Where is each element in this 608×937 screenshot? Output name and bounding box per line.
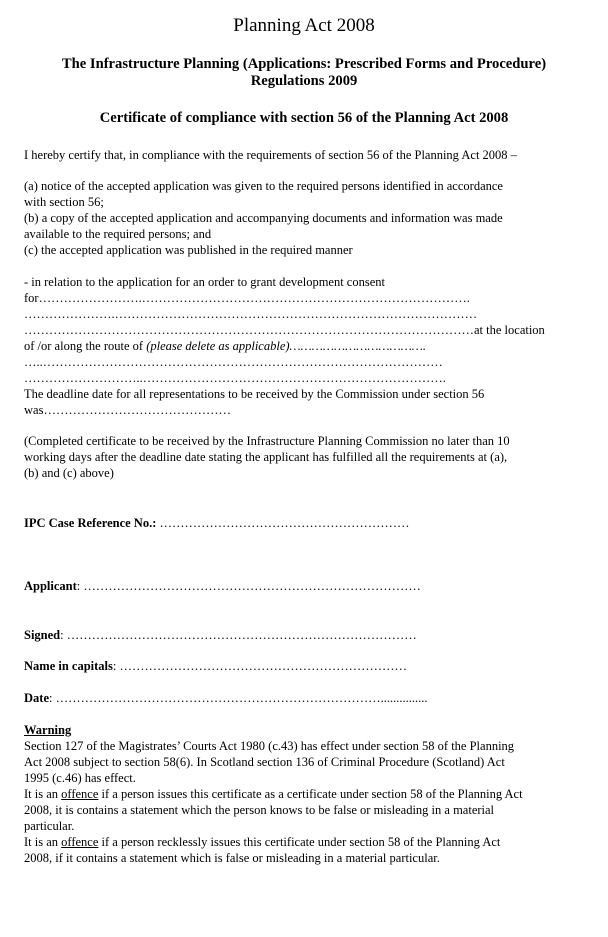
at-location-text: at the location xyxy=(474,323,545,337)
completed-note-line1: (Completed certificate to be received by the Infrastructure Planning Commission no later than 10 xyxy=(24,434,510,448)
warning-para1-line1: Section 127 of the Magistrates’ Courts Act 1980 (c.43) has effect under section 58 of the Planning xyxy=(24,739,515,753)
completed-note-line2: working days after the deadline date stating the applicant has fulfilled all the requirements at (a), xyxy=(24,450,508,464)
clause-c-line: (c) the accepted application was published in the required manner xyxy=(24,243,353,257)
warning-para1-line3: 1995 (c.46) has effect. xyxy=(24,771,136,785)
warning-para2-line1 xyxy=(24,786,523,802)
offence-term: offence xyxy=(61,835,99,849)
ipc-case-reference-row xyxy=(24,515,410,531)
deadline-text-line1: The deadline date for all representations to be received by the Commission under section 56 xyxy=(24,387,485,401)
warning-para2-line2: 2008, it is contains a statement which the person knows to be false or misleading in a material xyxy=(24,803,495,817)
name-in-capitals-label: Name in capitals xyxy=(24,659,113,673)
signed-field[interactable]: : ………………………………………………………………………… xyxy=(60,628,417,642)
regulations-title-line1: The Infrastructure Planning (Applications: Prescribed Forms and Procedure) xyxy=(61,56,547,72)
warning-para3-line1-rest: if a person recklessly issues this certificate under section 58 of the Planning Act xyxy=(98,835,501,849)
name-in-capitals-field[interactable]: : …………………………………………………………… xyxy=(112,659,407,673)
clause-a-line2: with section 56; xyxy=(24,195,104,209)
applicant-field[interactable]: : ……………………………………………………………………… xyxy=(76,579,421,593)
signed-row xyxy=(24,627,417,643)
clause-b-line2: available to the required persons; and xyxy=(24,227,212,241)
it-is-an-text: It is an xyxy=(24,787,62,801)
date-label: Date xyxy=(24,691,49,705)
delete-as-applicable-note: (please delete as applicable) xyxy=(146,339,290,353)
deadline-date-field[interactable]: was……………………………………… xyxy=(24,403,231,417)
ipc-case-reference-label: IPC Case Reference No.: xyxy=(24,516,157,530)
applicant-row xyxy=(24,578,421,594)
development-consent-field-line2[interactable]: ………………….…………………………………………………………………………… xyxy=(24,307,478,321)
route-text: of /or along the route of xyxy=(24,339,147,353)
intro-text: I hereby certify that, in compliance with the requirements of section 56 of the Planning Act 2008 – xyxy=(24,148,517,162)
warning-para3-line1 xyxy=(24,834,500,850)
name-in-capitals-row xyxy=(24,658,407,674)
warning-para1-line2: Act 2008 subject to section 58(6). In Scotland section 136 of Criminal Procedure (Scotland) Act xyxy=(24,755,505,769)
offence-term: offence xyxy=(61,787,99,801)
clause-b-line1: (b) a copy of the accepted application and accompanying documents and information was made xyxy=(24,211,503,225)
location-field-line2[interactable]: …..…………………………………………………………………………………… xyxy=(24,355,443,369)
certificate-title: Certificate of compliance with section 56 of the Planning Act 2008 xyxy=(99,110,509,126)
route-field[interactable]: ………………………………. xyxy=(289,339,427,353)
signed-label: Signed xyxy=(24,628,61,642)
page-title: Planning Act 2008 xyxy=(233,15,375,36)
it-is-an-text: It is an xyxy=(24,835,62,849)
relation-text: - in relation to the application for an order to grant development consent xyxy=(24,275,385,289)
warning-para2-line1-rest: if a person issues this certificate as a certificate under section 58 of the Planning Act xyxy=(98,787,523,801)
completed-note-line3: (b) and (c) above) xyxy=(24,466,114,480)
warning-para3-line2: 2008, if it contains a statement which is false or misleading in a material particular. xyxy=(24,851,440,865)
location-row xyxy=(24,322,545,338)
warning-heading: Warning xyxy=(24,723,72,737)
location-field-line3[interactable]: ………………………..………………………………………………………………. xyxy=(24,371,446,385)
route-row xyxy=(24,338,426,354)
location-field[interactable]: ……………………………………………………………………………………………… xyxy=(24,323,474,337)
ipc-case-reference-field[interactable]: …………………………………………………… xyxy=(156,516,410,530)
regulations-title-line2: Regulations 2009 xyxy=(250,73,358,89)
clause-a-line1: (a) notice of the accepted application was given to the required persons identified in accordance xyxy=(24,179,503,193)
warning-para2-line3: particular. xyxy=(24,819,75,833)
date-field[interactable]: : ……………………………………………………………………............... xyxy=(49,691,428,705)
development-consent-field[interactable]: for…………………….……………………………………………………………………. xyxy=(24,291,470,305)
applicant-label: Applicant xyxy=(24,579,77,593)
date-row xyxy=(24,690,427,706)
